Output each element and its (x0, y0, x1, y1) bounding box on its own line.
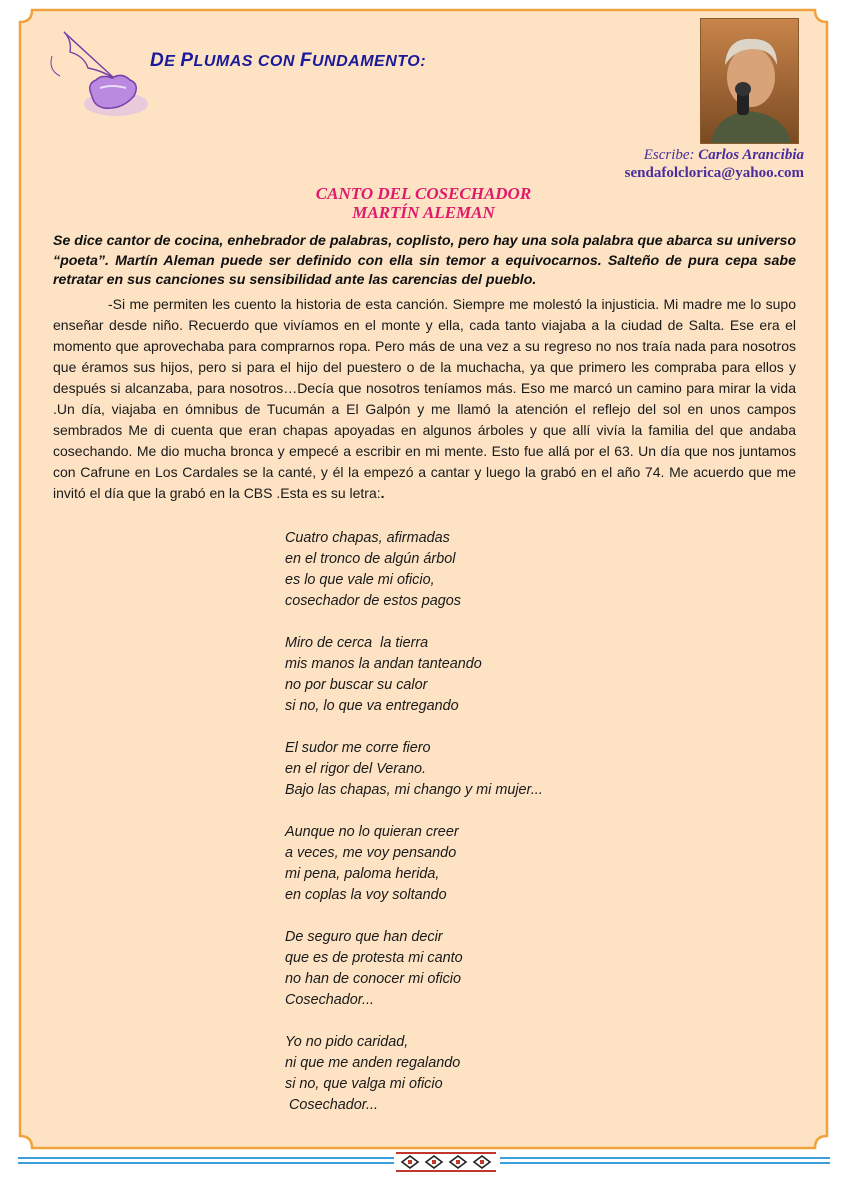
author-email[interactable]: sendafolclorica@yahoo.com (624, 165, 804, 181)
article-title: CANTO DEL COSECHADOR MARTÍN ALEMAN (315, 184, 532, 222)
poem-stanza (285, 528, 645, 612)
poem-line: Cosechador... (285, 992, 375, 1008)
poem-line: no por buscar su calor (285, 677, 428, 693)
poem-stanza (285, 738, 645, 801)
author-name: Carlos Arancibia (698, 147, 804, 163)
byline-label: Escribe: (643, 147, 695, 163)
andean-pattern-emblem (396, 1150, 496, 1174)
poem-line: Bajo las chapas, mi chango y mi mujer... (285, 782, 543, 798)
article-intro: Se dice cantor de cocina, enhebrador de palabras, coplisto, pero hay una sola palabra que abarca su universo “poeta”. Martín Aleman puede ser definido con ella sin temor a equivocarnos. Salteño de pura cepa sabe retratar en sus canciones su sensibilidad ante las carencias del pueblo. (53, 233, 796, 288)
poem-line: si no, que valga mi oficio (285, 1076, 443, 1092)
poem-line: Miro de cerca la tierra (285, 635, 429, 651)
poem-stanza (285, 1032, 645, 1116)
poem-line: que es de protesta mi canto (285, 950, 463, 966)
section-title: DE PLUMAS CON FUNDAMENTO: (150, 50, 427, 71)
poem-stanza (285, 927, 645, 1011)
quill-inkwell-icon (44, 26, 154, 126)
poem-line: mi pena, paloma herida, (285, 866, 440, 882)
article-body: -Si me permiten les cuento la historia de esta canción. Siempre me molestó la injusticia. Mi madre me lo supo enseñar desde niño. Recuerdo que vivíamos en el monte y ella, cada tanto viajaba a la ciudad de Salta. Ese era el momento que aprovechaba para comprarnos ropa. Pero más de una vez a su regreso no nos traía nada para nosotros que éramos sus hijos, pero si para el hijo del puestero o de la muchacha, ya que primero les compraba para ellos y después si alcanzaba, para nosotros…Decía que nosotros teníamos más. Eso me marcó un camino para mirar la vida .Un día, viajaba en ómnibus de Tucumán a El Galpón y me llamó la atención el reflejo del sol en unos campos sembrados Me di cuenta que eran chapas apoyadas en algunos árboles y que allí vivía la familia del que andaba cosechando. Me dio mucha bronca y empecé a escribir en mi mente. Esto fue allá por el 63. Un día que nos juntamos con Cafrune en Los Cardales se la canté, y él la empezó a cantar y luego la grabó en el año 74. Me acuerdo que me invitó el día que la grabó en la CBS .Esta es su letra:. (53, 296, 796, 501)
poem-line: en el rigor del Verano. (285, 761, 427, 777)
poem-line: en el tronco de algún árbol (285, 551, 456, 567)
poem-line: El sudor me corre fiero (285, 740, 431, 756)
author-photo (700, 18, 799, 144)
footer-rule-left (18, 1157, 394, 1164)
poem-line: es lo que vale mi oficio, (285, 572, 435, 588)
poem-line: Cosechador... (285, 1097, 379, 1113)
poem-line: Yo no pido caridad, (285, 1034, 409, 1050)
poem-line: cosechador de estos pagos (285, 593, 462, 609)
poem-line: Aunque no lo quieran creer (285, 824, 459, 840)
footer-rule-right (500, 1157, 830, 1164)
poem-line: no han de conocer mi oficio (285, 971, 461, 987)
poem-line: De seguro que han decir (285, 929, 443, 945)
poem-line: ni que me anden regalando (285, 1055, 461, 1071)
poem-line: Cuatro chapas, afirmadas (285, 530, 450, 546)
poem-stanza (285, 633, 645, 717)
poem-line: a veces, me voy pensando (285, 845, 457, 861)
poem-line: mis manos la andan tanteando (285, 656, 482, 672)
poem-stanza (285, 822, 645, 906)
poem (285, 528, 645, 1137)
poem-line: si no, lo que va entregando (285, 698, 459, 714)
byline (625, 146, 804, 182)
poem-line: en coplas la voy soltando (285, 887, 447, 903)
